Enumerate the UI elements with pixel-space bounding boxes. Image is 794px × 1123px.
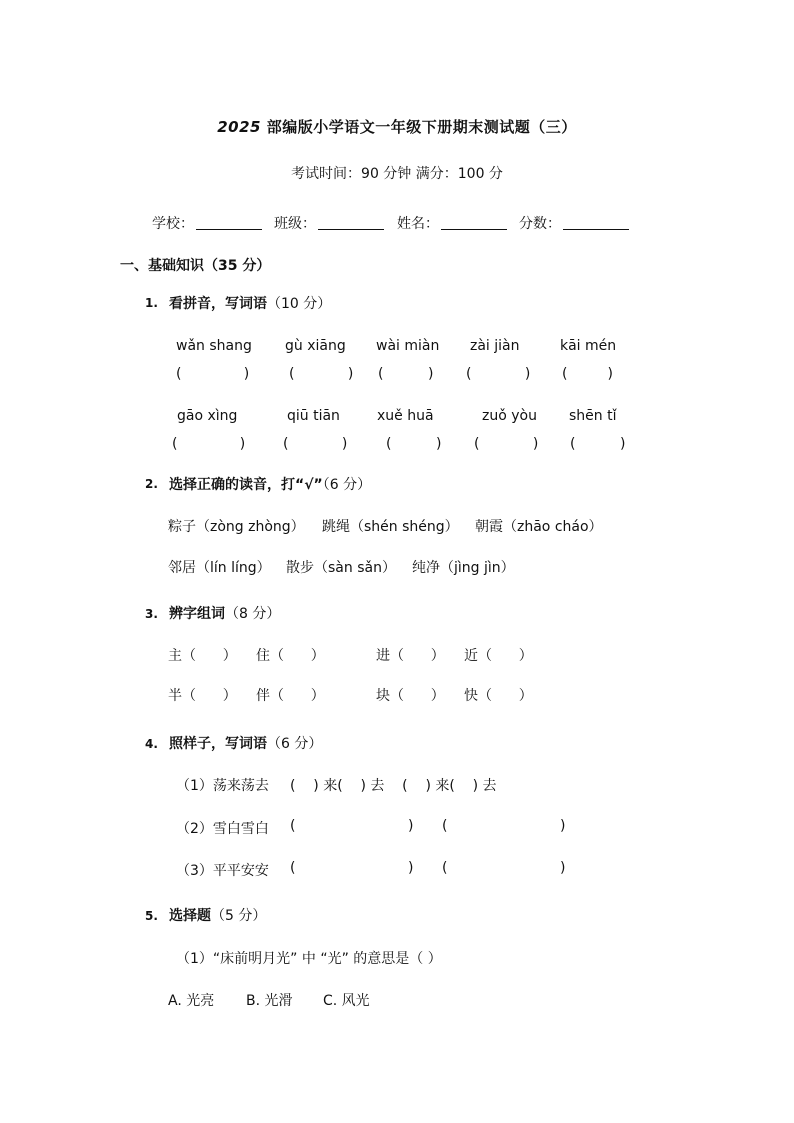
- answer-blank[interactable]: ( ): [378, 366, 434, 382]
- pinyin-item: zài jiàn: [470, 338, 520, 354]
- char-group: [256, 685, 325, 705]
- pinyin-item: gāo xìng: [177, 408, 238, 424]
- title-year: 2025: [217, 118, 261, 136]
- reading-choice[interactable]: 散步（sàn sǎn）: [286, 560, 396, 576]
- score-blank[interactable]: [563, 215, 629, 230]
- reading-choice[interactable]: 邻居（lín líng）: [168, 560, 271, 576]
- answer-blank[interactable]: (: [290, 818, 296, 834]
- question-title-text: 选择正确的读音，打“√”: [169, 477, 323, 493]
- answer-blank[interactable]: （ ）: [390, 648, 445, 664]
- question-score: （10 分）: [267, 296, 332, 312]
- pinyin-item: shēn tǐ: [569, 408, 617, 424]
- char-group: [168, 645, 237, 665]
- pinyin-item: qiū tiān: [287, 408, 340, 424]
- answer-blank[interactable]: (: [442, 860, 448, 876]
- pinyin-item: zuǒ yòu: [482, 408, 537, 424]
- section-heading: 一、基础知识（35 分）: [120, 258, 271, 274]
- answer-blank[interactable]: ( ): [283, 436, 348, 452]
- answer-blank[interactable]: （ ）: [478, 688, 533, 704]
- char-group: [168, 685, 237, 705]
- answer-blank[interactable]: （ ）: [270, 688, 325, 704]
- question-title: [169, 474, 371, 494]
- answer-blank[interactable]: ( ): [176, 366, 250, 382]
- char: 近: [464, 648, 478, 664]
- answer-blank[interactable]: （ ）: [182, 688, 237, 704]
- answer-blank[interactable]: （ ）: [478, 648, 533, 664]
- char: 住: [256, 648, 270, 664]
- question-title: [169, 905, 266, 925]
- char-group: [376, 645, 445, 665]
- char: 主: [168, 648, 182, 664]
- char-group: [464, 645, 533, 665]
- pinyin-item: xuě huā: [377, 408, 434, 424]
- question-score: （6 分）: [322, 477, 372, 493]
- answer-blank[interactable]: （ ）: [182, 648, 237, 664]
- school-blank[interactable]: [196, 215, 262, 230]
- question-title: [169, 293, 331, 313]
- page-title: [0, 116, 794, 137]
- question-score: （5 分）: [211, 908, 267, 924]
- question-title: [169, 603, 280, 623]
- choice-question: （1）“床前明月光” 中 “光” 的意思是（ ）: [176, 951, 442, 967]
- answer-blank[interactable]: （ ）: [390, 688, 445, 704]
- answer-blank[interactable]: ( ): [474, 436, 539, 452]
- answer-blank[interactable]: (: [290, 860, 296, 876]
- question-title-text: 辨字组词: [169, 606, 225, 622]
- answer-blank[interactable]: ( ): [386, 436, 442, 452]
- answer-blank[interactable]: ( ): [466, 366, 531, 382]
- char-group: [376, 685, 445, 705]
- title-text: 部编版小学语文一年级下册期末测试题（三）: [266, 118, 577, 136]
- answer-blank[interactable]: ( ): [562, 366, 613, 382]
- pattern-blanks[interactable]: ( ) 来( ) 去 ( ) 来( ) 去: [290, 778, 497, 794]
- char: 块: [376, 688, 390, 704]
- char: 快: [464, 688, 478, 704]
- question-title-text: 看拼音，写词语: [169, 296, 267, 312]
- question-number: 4.: [145, 737, 158, 751]
- class-blank[interactable]: [318, 215, 384, 230]
- name-field: [397, 213, 511, 233]
- answer-blank-end: ): [408, 818, 414, 834]
- reading-choice[interactable]: 纯净（jìng jìn）: [412, 560, 515, 576]
- pinyin-item: wài miàn: [376, 338, 440, 354]
- char-group: [464, 685, 533, 705]
- name-blank[interactable]: [441, 215, 507, 230]
- choice-option-a[interactable]: A. 光亮: [168, 993, 215, 1009]
- question-number: 5.: [145, 909, 158, 923]
- exam-time-score: 考试时间：90 分钟 满分：100 分: [291, 166, 503, 182]
- question-score: （6 分）: [267, 736, 323, 752]
- choice-option-c[interactable]: C. 风光: [323, 993, 370, 1009]
- answer-blank[interactable]: ( ): [570, 436, 626, 452]
- answer-blank-end: ): [560, 818, 566, 834]
- reading-choice[interactable]: 朝霞（zhāo cháo）: [475, 519, 603, 535]
- char: 进: [376, 648, 390, 664]
- class-label: 班级：: [274, 216, 316, 232]
- question-number: 3.: [145, 607, 158, 621]
- answer-blank[interactable]: ( ): [172, 436, 246, 452]
- school-field: [152, 213, 266, 233]
- pinyin-item: wǎn shang: [176, 338, 252, 354]
- example-label: （1）荡来荡去: [176, 778, 269, 794]
- score-field: [519, 213, 633, 233]
- class-field: [274, 213, 388, 233]
- name-label: 姓名：: [397, 216, 439, 232]
- score-label: 分数：: [519, 216, 561, 232]
- question-number: 1.: [145, 296, 158, 310]
- choice-option-b[interactable]: B. 光滑: [246, 993, 293, 1009]
- question-number: 2.: [145, 477, 158, 491]
- char-group: [256, 645, 325, 665]
- answer-blank[interactable]: (: [442, 818, 448, 834]
- school-label: 学校：: [152, 216, 194, 232]
- pinyin-item: gù xiāng: [285, 338, 346, 354]
- answer-blank[interactable]: （ ）: [270, 648, 325, 664]
- question-title-text: 选择题: [169, 908, 211, 924]
- answer-blank-end: ): [408, 860, 414, 876]
- example-label: （2）雪白雪白: [176, 821, 269, 837]
- answer-blank-end: ): [560, 860, 566, 876]
- char: 半: [168, 688, 182, 704]
- reading-choice[interactable]: 粽子（zòng zhòng）: [168, 519, 305, 535]
- question-title-text: 照样子，写词语: [169, 736, 267, 752]
- question-title: [169, 733, 322, 753]
- answer-blank[interactable]: ( ): [289, 366, 354, 382]
- question-score: （8 分）: [225, 606, 281, 622]
- char: 伴: [256, 688, 270, 704]
- reading-choice[interactable]: 跳绳（shén shéng）: [322, 519, 459, 535]
- example-label: （3）平平安安: [176, 863, 269, 879]
- pinyin-item: kāi mén: [560, 338, 617, 354]
